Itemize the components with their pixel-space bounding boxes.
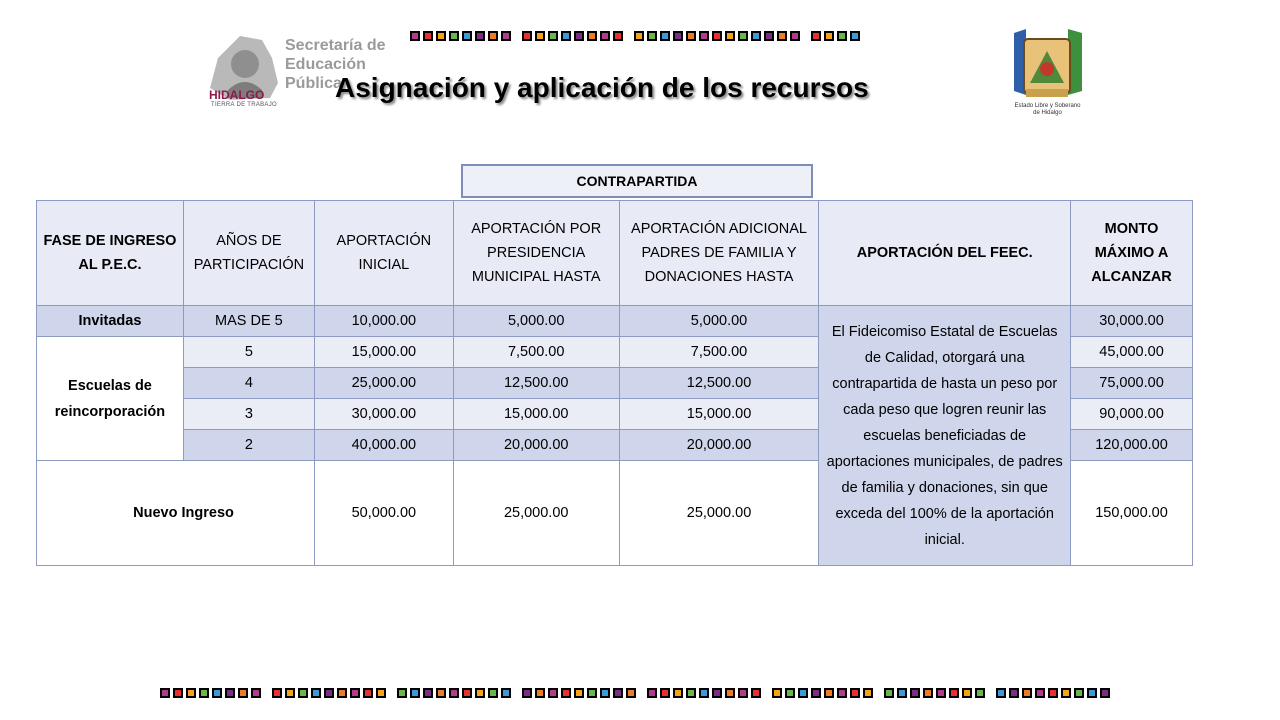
cell-adicional: 7,500.00 bbox=[619, 337, 819, 368]
bottom-decorative-strip bbox=[160, 688, 1118, 698]
decorative-square bbox=[548, 31, 558, 41]
cell-adicional: 5,000.00 bbox=[619, 306, 819, 337]
decorative-square bbox=[436, 688, 446, 698]
decorative-square bbox=[634, 31, 644, 41]
sep-logo-line2: Educación bbox=[285, 56, 366, 73]
decorative-square bbox=[488, 31, 498, 41]
decorative-square bbox=[996, 688, 1006, 698]
decorative-square bbox=[837, 688, 847, 698]
cell-monto: 45,000.00 bbox=[1071, 337, 1193, 368]
cell-anios: 3 bbox=[183, 399, 314, 430]
decorative-square bbox=[613, 688, 623, 698]
decorative-square bbox=[272, 688, 282, 698]
decorative-square bbox=[522, 31, 532, 41]
decorative-square bbox=[699, 31, 709, 41]
cell-adicional: 12,500.00 bbox=[619, 368, 819, 399]
decorative-square bbox=[1074, 688, 1084, 698]
decorative-square bbox=[751, 688, 761, 698]
decorative-square bbox=[238, 688, 248, 698]
hidalgo-logo-tagline: TIERRA DE TRABAJO bbox=[211, 102, 278, 108]
decorative-square bbox=[725, 31, 735, 41]
cell-monto: 90,000.00 bbox=[1071, 399, 1193, 430]
hidalgo-logo-word: HIDALGO bbox=[209, 88, 265, 102]
decorative-square bbox=[600, 31, 610, 41]
cell-inicial: 40,000.00 bbox=[314, 430, 453, 461]
decorative-square-group bbox=[410, 31, 511, 41]
cell-monto: 30,000.00 bbox=[1071, 306, 1193, 337]
header-adicional-line2: PADRES DE FAMILIA Y DONACIONES HASTA bbox=[641, 245, 797, 285]
decorative-square bbox=[850, 688, 860, 698]
decorative-square bbox=[712, 688, 722, 698]
decorative-square-group bbox=[522, 31, 623, 41]
decorative-square bbox=[251, 688, 261, 698]
decorative-square-group bbox=[772, 688, 873, 698]
decorative-square bbox=[790, 31, 800, 41]
table-row-invitadas bbox=[37, 306, 1193, 337]
decorative-square-group bbox=[272, 688, 386, 698]
decorative-square bbox=[936, 688, 946, 698]
decorative-square bbox=[350, 688, 360, 698]
decorative-square bbox=[423, 688, 433, 698]
cell-inicial: 15,000.00 bbox=[314, 337, 453, 368]
contrapartida-box bbox=[461, 164, 813, 198]
cell-anios: 2 bbox=[183, 430, 314, 461]
decorative-square bbox=[975, 688, 985, 698]
decorative-square bbox=[285, 688, 295, 698]
decorative-square bbox=[798, 688, 808, 698]
decorative-square bbox=[738, 688, 748, 698]
decorative-square-group bbox=[811, 31, 860, 41]
cell-inicial: 50,000.00 bbox=[314, 461, 453, 566]
decorative-square bbox=[436, 31, 446, 41]
decorative-square bbox=[574, 31, 584, 41]
decorative-square bbox=[738, 31, 748, 41]
state-logo-caption-line2: de Hidalgo bbox=[1033, 110, 1062, 116]
decorative-square bbox=[160, 688, 170, 698]
decorative-square bbox=[824, 31, 834, 41]
resources-table bbox=[36, 200, 1193, 566]
decorative-square bbox=[910, 688, 920, 698]
decorative-square bbox=[410, 31, 420, 41]
table-header-row bbox=[37, 201, 1193, 306]
decorative-square bbox=[501, 31, 511, 41]
decorative-square bbox=[449, 31, 459, 41]
header-feec: APORTACIÓN DEL FEEC. bbox=[819, 201, 1071, 306]
sep-logo-line1: Secretaría de bbox=[285, 37, 386, 54]
decorative-square bbox=[376, 688, 386, 698]
header-inicial: APORTACIÓN INICIAL bbox=[314, 201, 453, 306]
cell-adicional: 15,000.00 bbox=[619, 399, 819, 430]
header-presidencia: APORTACIÓN POR PRESIDENCIA MUNICIPAL HASTA bbox=[453, 201, 619, 306]
decorative-square bbox=[324, 688, 334, 698]
decorative-square bbox=[764, 31, 774, 41]
cell-adicional: 25,000.00 bbox=[619, 461, 819, 566]
decorative-square bbox=[186, 688, 196, 698]
decorative-square bbox=[423, 31, 433, 41]
decorative-square bbox=[535, 31, 545, 41]
cell-fase: Invitadas bbox=[37, 306, 184, 337]
header-monto: MONTO MÁXIMO A ALCANZAR bbox=[1071, 201, 1193, 306]
decorative-square bbox=[686, 688, 696, 698]
decorative-square bbox=[587, 688, 597, 698]
cell-presidencia: 20,000.00 bbox=[453, 430, 619, 461]
decorative-square-group bbox=[160, 688, 261, 698]
decorative-square bbox=[488, 688, 498, 698]
decorative-square bbox=[725, 688, 735, 698]
cell-presidencia: 7,500.00 bbox=[453, 337, 619, 368]
cell-monto: 150,000.00 bbox=[1071, 461, 1193, 566]
decorative-square-group bbox=[647, 688, 761, 698]
decorative-square bbox=[785, 688, 795, 698]
decorative-square bbox=[1048, 688, 1058, 698]
decorative-square bbox=[212, 688, 222, 698]
decorative-square bbox=[475, 31, 485, 41]
decorative-square bbox=[397, 688, 407, 698]
cell-monto: 120,000.00 bbox=[1071, 430, 1193, 461]
decorative-square bbox=[897, 688, 907, 698]
contrapartida-label: CONTRAPARTIDA bbox=[462, 165, 812, 197]
cell-anios: 5 bbox=[183, 337, 314, 368]
cell-anios: MAS DE 5 bbox=[183, 306, 314, 337]
decorative-square bbox=[311, 688, 321, 698]
decorative-square bbox=[501, 688, 511, 698]
cell-adicional: 20,000.00 bbox=[619, 430, 819, 461]
feec-note: El Fideicomiso Estatal de Escuelas de Calidad, otorgará una contrapartida de hasta un peso por cada peso que logren reunir las escuelas beneficiadas de aportaciones municipales, de padres de familia y donaciones, sin que exceda del 100% de la aportación inicial. bbox=[819, 306, 1071, 566]
cell-presidencia: 25,000.00 bbox=[453, 461, 619, 566]
decorative-square bbox=[173, 688, 183, 698]
decorative-square-group bbox=[522, 688, 636, 698]
decorative-square bbox=[1022, 688, 1032, 698]
cell-inicial: 10,000.00 bbox=[314, 306, 453, 337]
cell-fase: Nuevo Ingreso bbox=[37, 461, 315, 566]
header-anios: AÑOS DE PARTICIPACIÓN bbox=[183, 201, 314, 306]
cell-monto: 75,000.00 bbox=[1071, 368, 1193, 399]
decorative-square bbox=[574, 688, 584, 698]
decorative-square bbox=[1061, 688, 1071, 698]
cell-presidencia: 12,500.00 bbox=[453, 368, 619, 399]
decorative-square-group bbox=[884, 688, 985, 698]
decorative-square bbox=[811, 688, 821, 698]
cell-inicial: 25,000.00 bbox=[314, 368, 453, 399]
page-title: Asignación y aplicación de los recursos bbox=[335, 72, 869, 103]
decorative-square bbox=[673, 688, 683, 698]
decorative-square bbox=[647, 688, 657, 698]
decorative-square bbox=[811, 31, 821, 41]
decorative-square bbox=[712, 31, 722, 41]
decorative-square bbox=[449, 688, 459, 698]
decorative-square bbox=[199, 688, 209, 698]
header-adicional-line1: APORTACIÓN ADICIONAL bbox=[631, 221, 807, 237]
decorative-square bbox=[949, 688, 959, 698]
decorative-square bbox=[298, 688, 308, 698]
decorative-square bbox=[613, 31, 623, 41]
state-logo-caption-line1: Estado Libre y Soberano bbox=[1014, 103, 1081, 109]
decorative-square bbox=[837, 31, 847, 41]
decorative-square bbox=[647, 31, 657, 41]
decorative-square bbox=[587, 31, 597, 41]
decorative-square bbox=[337, 688, 347, 698]
decorative-square bbox=[1009, 688, 1019, 698]
decorative-square bbox=[548, 688, 558, 698]
decorative-square bbox=[522, 688, 532, 698]
decorative-square bbox=[824, 688, 834, 698]
decorative-square bbox=[850, 31, 860, 41]
decorative-square bbox=[225, 688, 235, 698]
decorative-square bbox=[561, 688, 571, 698]
decorative-square bbox=[660, 31, 670, 41]
decorative-square bbox=[600, 688, 610, 698]
decorative-square bbox=[923, 688, 933, 698]
decorative-square-group bbox=[634, 31, 800, 41]
decorative-square bbox=[1100, 688, 1110, 698]
decorative-square bbox=[884, 688, 894, 698]
cell-presidencia: 15,000.00 bbox=[453, 399, 619, 430]
decorative-square bbox=[772, 688, 782, 698]
decorative-square bbox=[626, 688, 636, 698]
decorative-square bbox=[777, 31, 787, 41]
decorative-square bbox=[751, 31, 761, 41]
decorative-square bbox=[863, 688, 873, 698]
decorative-square bbox=[1087, 688, 1097, 698]
sep-logo-line3: Pública bbox=[285, 75, 342, 92]
decorative-square bbox=[962, 688, 972, 698]
decorative-square-group bbox=[996, 688, 1110, 698]
decorative-square bbox=[462, 688, 472, 698]
decorative-square bbox=[363, 688, 373, 698]
header-adicional bbox=[619, 201, 819, 306]
cell-reincorporacion-label: Escuelas de reincorporación bbox=[37, 337, 184, 461]
decorative-square bbox=[686, 31, 696, 41]
cell-anios: 4 bbox=[183, 368, 314, 399]
decorative-square bbox=[660, 688, 670, 698]
header-fase: FASE DE INGRESO AL P.E.C. bbox=[37, 201, 184, 306]
decorative-square bbox=[699, 688, 709, 698]
top-decorative-strip bbox=[410, 31, 868, 41]
decorative-square bbox=[561, 31, 571, 41]
decorative-square bbox=[410, 688, 420, 698]
state-logo-caption bbox=[1000, 103, 1095, 117]
decorative-square bbox=[462, 31, 472, 41]
decorative-square bbox=[673, 31, 683, 41]
cell-inicial: 30,000.00 bbox=[314, 399, 453, 430]
decorative-square bbox=[475, 688, 485, 698]
decorative-square bbox=[1035, 688, 1045, 698]
decorative-square-group bbox=[397, 688, 511, 698]
cell-presidencia: 5,000.00 bbox=[453, 306, 619, 337]
decorative-square bbox=[535, 688, 545, 698]
